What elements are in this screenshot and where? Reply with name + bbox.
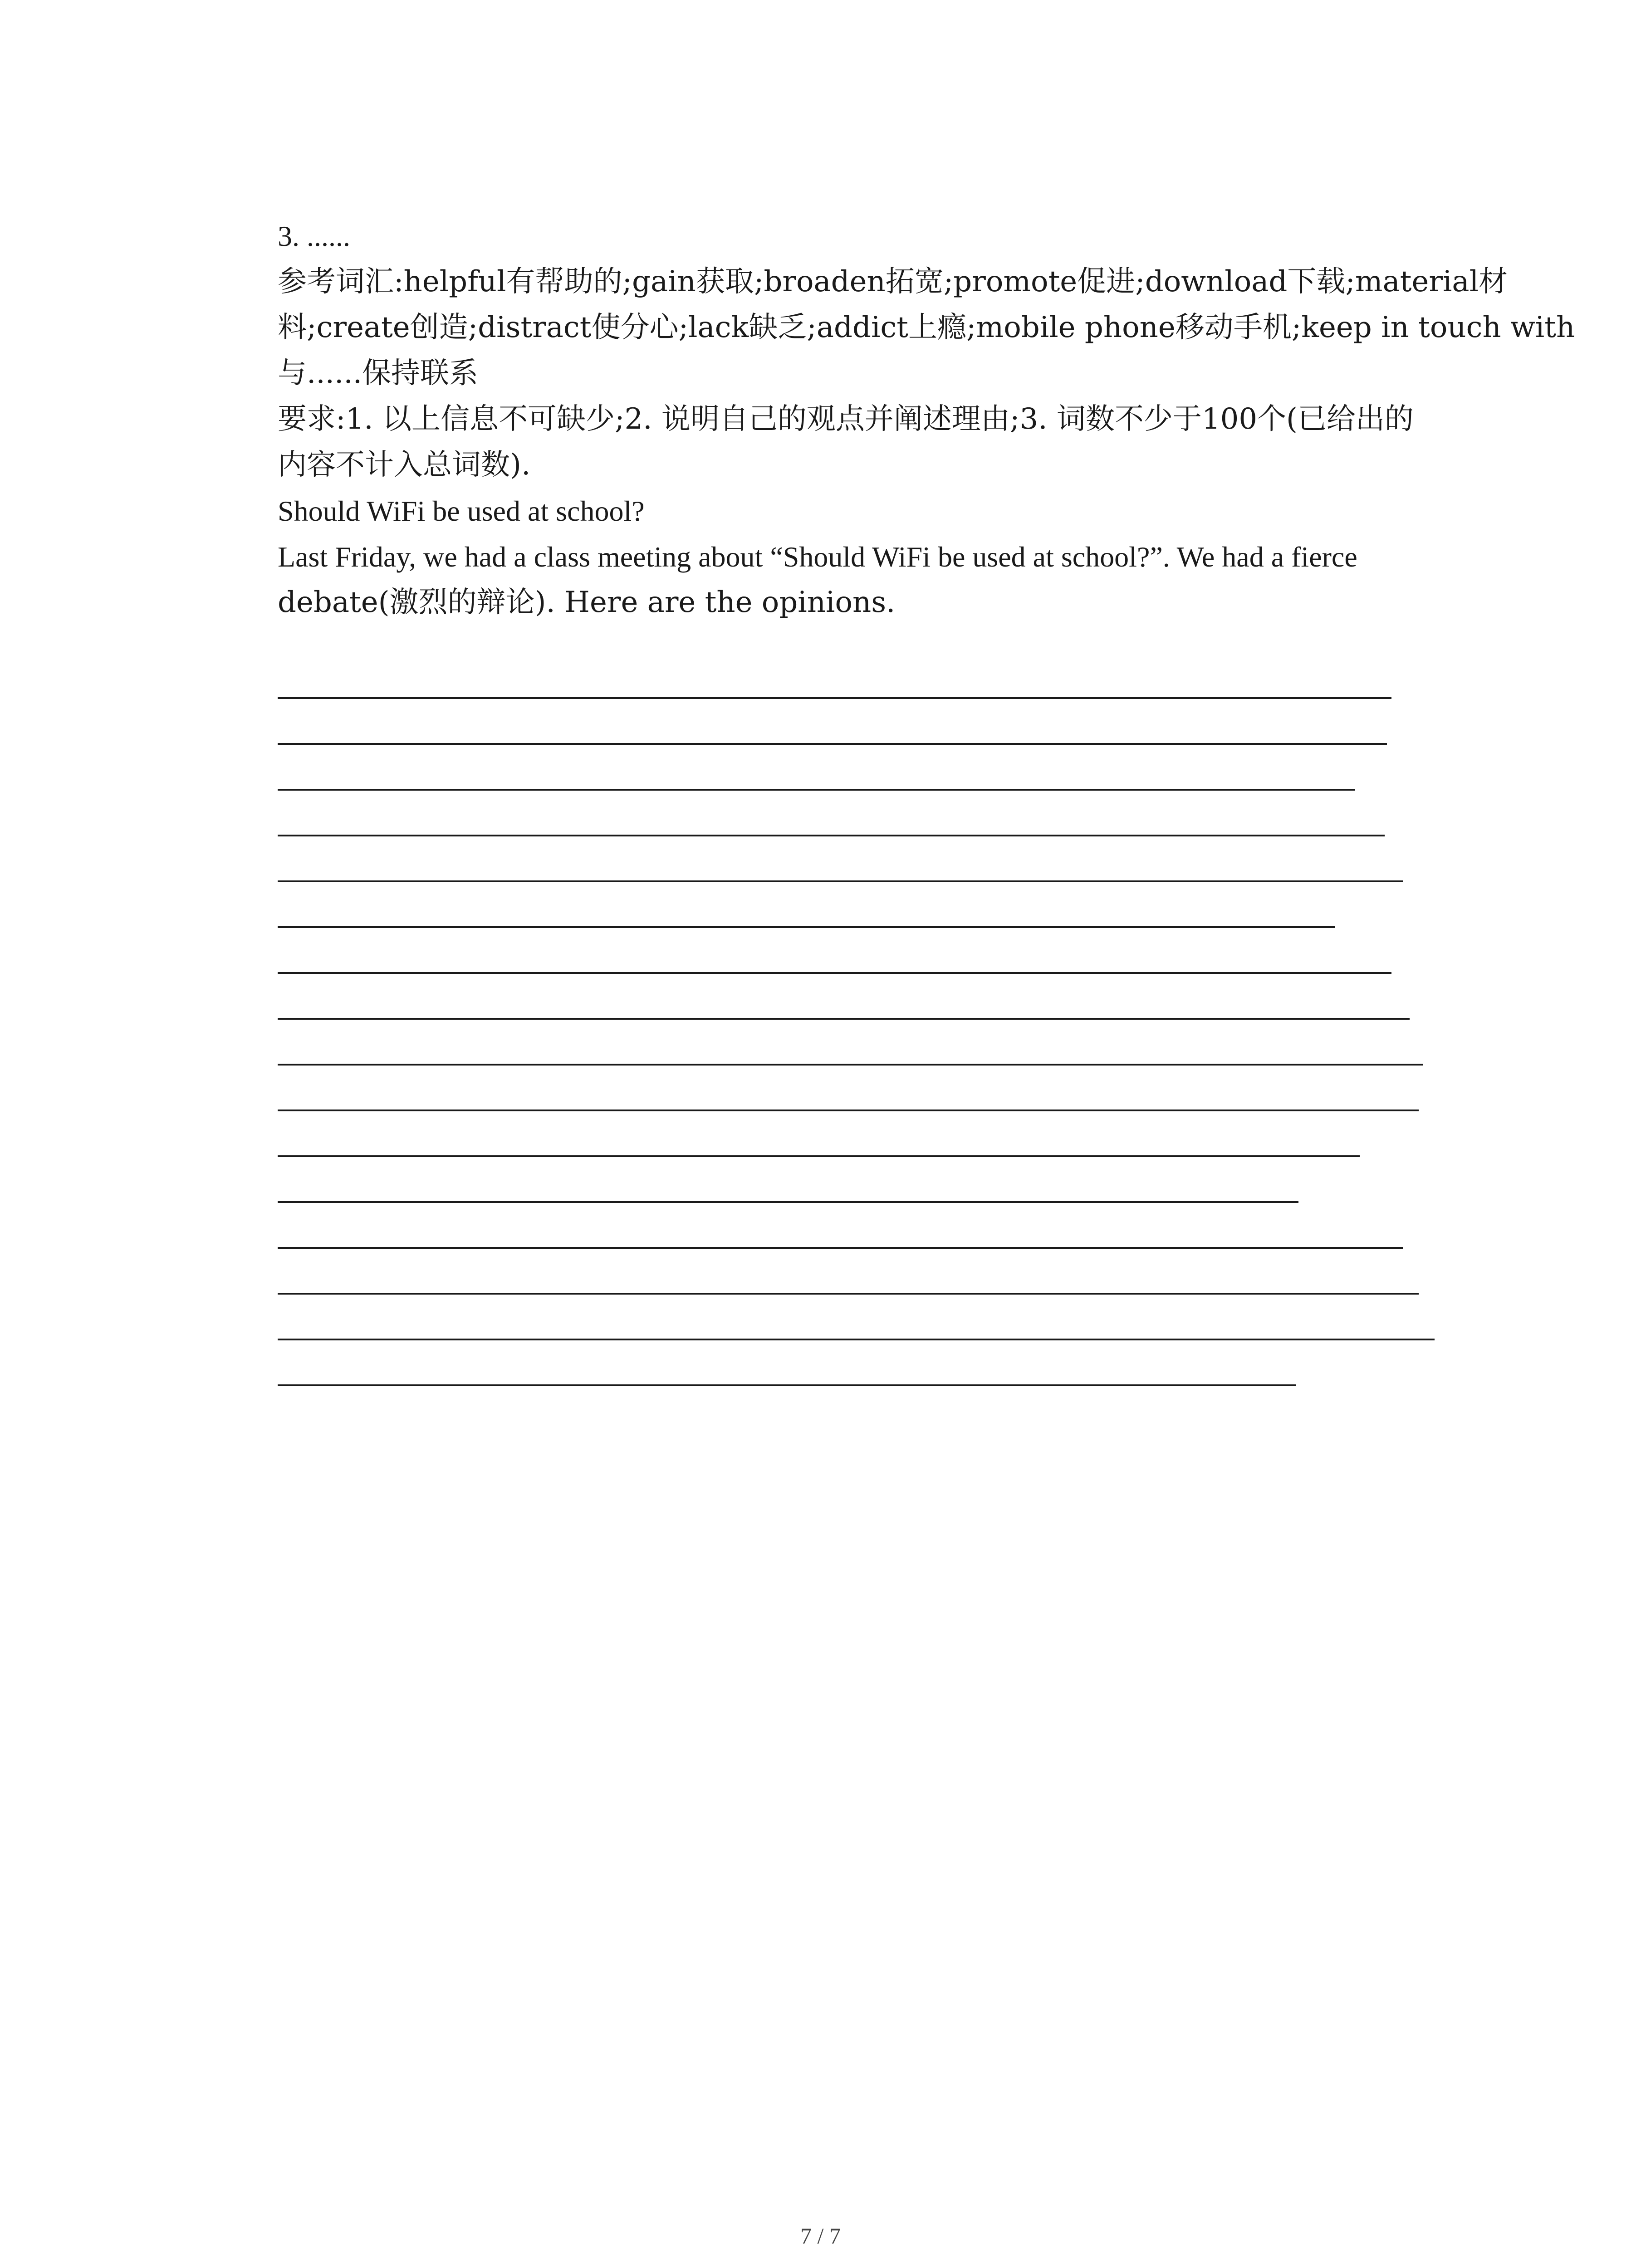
page-number: 7 / 7: [800, 2223, 841, 2248]
vocabulary-line-2: 料;create创造;distract使分心;lack缺乏;addict上瘾;mobile phone移动手机;keep in touch with: [278, 311, 1575, 344]
answer-line[interactable]: [278, 699, 1457, 745]
answer-lines: [278, 653, 1457, 1386]
answer-line[interactable]: [278, 1295, 1457, 1340]
answer-line[interactable]: [278, 882, 1457, 928]
requirements-line-2: 内容不计入总词数).: [278, 448, 531, 482]
answer-line[interactable]: [278, 1340, 1457, 1386]
answer-line[interactable]: [278, 974, 1457, 1020]
vocabulary-line-3: 与......保持联系: [278, 357, 479, 390]
opening-line-2: debate(激烈的辩论). Here are the opinions.: [278, 586, 896, 619]
answer-line[interactable]: [278, 1020, 1457, 1066]
answer-line[interactable]: [278, 745, 1457, 791]
answer-line[interactable]: [278, 928, 1457, 974]
answer-line[interactable]: [278, 836, 1457, 882]
opening-line-1: Last Friday, we had a class meeting about “Should WiFi be used at school?”. We had a fierce: [278, 541, 1357, 573]
requirements-line-1: 要求:1. 以上信息不可缺少;2. 说明自己的观点并阐述理由;3. 词数不少于100个(已给出的: [278, 402, 1414, 436]
vocabulary-line-1: 参考词汇:helpful有帮助的;gain获取;broaden拓宽;promote促进;download下载;material材: [278, 265, 1508, 298]
answer-rule: [278, 1384, 1296, 1386]
answer-line[interactable]: [278, 653, 1457, 699]
answer-line[interactable]: [278, 1111, 1457, 1157]
answer-line[interactable]: [278, 1249, 1457, 1295]
item-number: 3. ......: [278, 220, 350, 252]
answer-line[interactable]: [278, 1066, 1457, 1111]
answer-line[interactable]: [278, 1203, 1457, 1249]
question-content: [278, 213, 1575, 626]
answer-line[interactable]: [278, 1157, 1457, 1203]
essay-title: Should WiFi be used at school?: [278, 495, 645, 527]
answer-line[interactable]: [278, 791, 1457, 836]
